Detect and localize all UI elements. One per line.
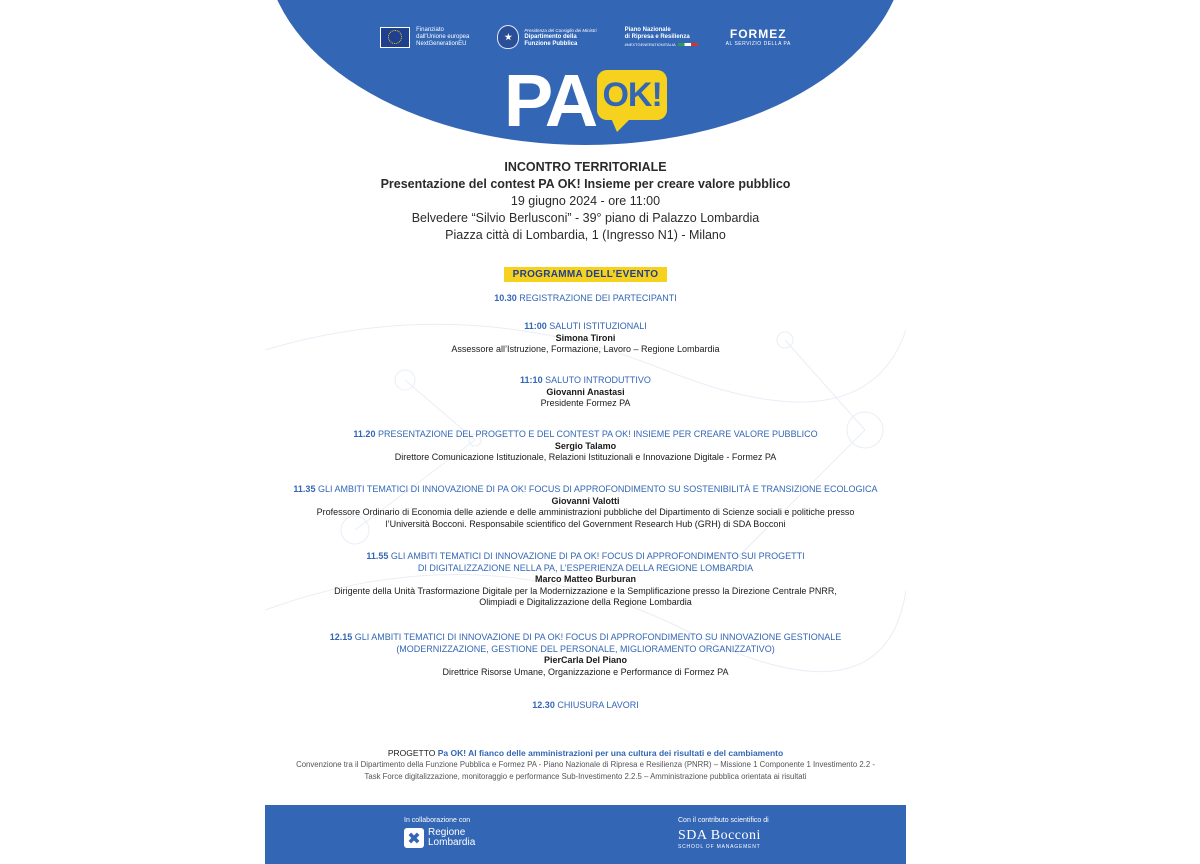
agenda-label-line2: DI DIGITALIZZAZIONE NELLA PA, L’ESPERIENZA DELLA REGIONE LOMBARDIA	[417, 562, 754, 573]
event-title: Presentazione del contest PA OK! Insieme per creare valore pubblico	[380, 177, 791, 191]
agenda-item	[265, 484, 906, 530]
agenda-speaker: Simona Tironi	[555, 332, 616, 343]
pnrr-logo-line2: di Ripresa e Resilienza	[624, 33, 690, 40]
sda-bocconi-sub: SCHOOL OF MANAGEMENT	[678, 844, 761, 850]
agenda-time: 11.55	[366, 551, 389, 561]
agenda-speaker: PierCarla Del Piano	[543, 655, 628, 665]
agenda-role-line1: Dirigente della Unità Trasformazione Digitale per la Modernizzazione e la Semplificazione presso la Direzione Centrale PNRR,	[334, 585, 837, 596]
eu-logo-line1: Finanziato	[416, 26, 444, 33]
agenda-role: Assessore all’Istruzione, Formazione, Lavoro – Regione Lombardia	[451, 344, 720, 354]
agenda-label: GLI AMBITI TEMATICI DI INNOVAZIONE DI PA OK! FOCUS DI APPROFONDIMENTO SU SOSTENIBILITÀ E TRANSIZIONE ECOLOGICA	[317, 484, 878, 494]
agenda-speaker: Giovanni Anastasi	[546, 386, 625, 397]
regione-lombardia-logo	[404, 828, 475, 848]
agenda-speaker: Marco Matteo Burburan	[534, 574, 636, 584]
agenda-speaker: Sergio Talamo	[554, 440, 617, 451]
formez-logo-sub: AL SERVIZIO DELLA PA	[725, 41, 791, 47]
agenda-time: 12.15	[329, 632, 353, 642]
agenda-label: SALUTO INTRODUTTIVO	[545, 375, 651, 385]
agenda-time: 11:10	[520, 375, 543, 385]
republic-emblem-icon	[497, 25, 519, 49]
event-title-block	[265, 159, 906, 244]
agenda-time: 12.30	[532, 700, 555, 710]
regione-lombardia-icon	[404, 828, 424, 848]
scientific-contribution-block	[678, 817, 769, 850]
agenda-role-line2: l’Università Bocconi. Responsabile scientifico del Government Research Hub (GRH) di SDA Bocconi	[385, 518, 786, 529]
eu-logo-line3: NextGenerationEU	[416, 40, 467, 47]
agenda-role: Direttrice Risorse Umane, Organizzazione e Performance di Formez PA	[442, 666, 729, 677]
dfp-logo-line3: Funzione Pubblica	[524, 40, 578, 47]
agenda-time: 11.35	[293, 484, 316, 494]
agenda-time: 11.20	[353, 429, 376, 439]
eu-logo-line2: dall'Unione europea	[416, 33, 470, 40]
agenda-label: SALUTI ISTITUZIONALI	[549, 321, 647, 331]
collaboration-caption: In collaborazione con	[404, 817, 471, 824]
agenda-role-line1: Professore Ordinario di Economia delle aziende e delle amministrazioni pubbliche del Dipartimento di Scienze sociali e politiche presso	[316, 507, 855, 517]
agenda-label-line2: (MODERNIZZAZIONE, GESTIONE DEL PERSONALE, MIGLIORAMENTO ORGANIZZATIVO)	[396, 643, 775, 654]
event-kind: INCONTRO TERRITORIALE	[504, 160, 667, 174]
formez-logo-word: FORMEZ	[729, 27, 787, 41]
project-title: Pa OK! Al fianco delle amministrazioni per una cultura dei risultati e del cambiamento	[437, 748, 784, 758]
ok-logo-text: OK!	[602, 75, 662, 114]
regione-logo-line2: Lombardia	[428, 837, 476, 848]
agenda-label-line1: GLI AMBITI TEMATICI DI INNOVAZIONE DI PA OK! FOCUS DI APPROFONDIMENTO SU INNOVAZIONE GESTIONALE	[354, 632, 842, 642]
pnrr-logo-line1: Piano Nazionale	[624, 26, 671, 33]
agenda-item	[265, 700, 906, 712]
pnrr-logo-line3: #NEXTGENERATIONITALIA	[624, 41, 676, 47]
agenda-role: Presidente Formez PA	[540, 398, 631, 408]
event-flyer	[265, 0, 906, 864]
pnrr-logo	[625, 27, 698, 48]
agenda-label: REGISTRAZIONE DEI PARTECIPANTI	[519, 293, 677, 303]
project-line2: Convenzione tra il Dipartimento della Funzione Pubblica e Formez PA - Piano Nazionale di Ripresa e Resilienza (PNRR) – Missione 1 Componente 1 Investimento 2.2 -	[296, 760, 875, 769]
project-line3: Task Force digitalizzazione, monitoraggio e performance Sub-Investimento 2.2.5 – Amministrazione pubblica orientata ai risultati	[364, 772, 807, 781]
dfp-logo-line2: Dipartimento della	[524, 33, 577, 40]
pa-logo-text: PA	[503, 59, 596, 142]
pa-ok-logo	[265, 59, 906, 142]
regione-logo-line1: Regione	[428, 827, 466, 838]
event-date: 19 giugno 2024 - ore 11:00	[510, 194, 661, 208]
italian-flag-icon	[678, 43, 698, 46]
agenda-role-line2: Olimpiadi e Digitalizzazione della Regione Lombardia	[479, 597, 692, 607]
project-prefix: PROGETTO	[387, 748, 436, 758]
programma-label: PROGRAMMA DELL’EVENTO	[504, 267, 668, 282]
agenda-item	[265, 429, 906, 464]
scientific-caption: Con il contributo scientifico di	[678, 817, 769, 824]
eu-flag-icon	[380, 27, 410, 48]
collaboration-block	[404, 817, 475, 848]
agenda-item	[265, 375, 906, 410]
footer-bar	[265, 805, 906, 864]
agenda-label: CHIUSURA LAVORI	[557, 700, 639, 710]
agenda-time: 10.30	[494, 293, 517, 303]
event-address: Piazza città di Lombardia, 1 (Ingresso N1) - Milano	[445, 228, 726, 242]
dfp-logo-line1: Presidenza del Consiglio dei Ministri	[524, 27, 597, 33]
programma-heading	[265, 264, 906, 282]
agenda-role: Direttore Comunicazione Istituzionale, Relazioni Istituzionali e Innovazione Digitale - Formez PA	[394, 452, 777, 462]
eu-logo	[380, 27, 469, 48]
agenda-label: PRESENTAZIONE DEL PROGETTO E DEL CONTEST PA OK! INSIEME PER CREARE VALORE PUBBLICO	[377, 429, 818, 439]
agenda-item	[265, 321, 906, 356]
dfp-logo	[497, 25, 596, 49]
agenda-speaker: Giovanni Valotti	[551, 495, 620, 506]
agenda-item	[265, 293, 906, 305]
event-venue: Belvedere “Silvio Berlusconi” - 39° piano di Palazzo Lombardia	[411, 211, 760, 225]
partner-logos	[265, 25, 906, 49]
formez-logo	[726, 27, 791, 47]
speech-bubble-icon	[597, 70, 667, 120]
agenda-label-line1: GLI AMBITI TEMATICI DI INNOVAZIONE DI PA OK! FOCUS DI APPROFONDIMENTO SUI PROGETTI	[390, 551, 805, 561]
project-info	[265, 747, 906, 783]
sda-bocconi-logo: SDA Bocconi	[678, 828, 761, 843]
agenda-time: 11:00	[524, 321, 547, 331]
agenda-item	[265, 551, 906, 609]
agenda-item	[265, 632, 906, 678]
